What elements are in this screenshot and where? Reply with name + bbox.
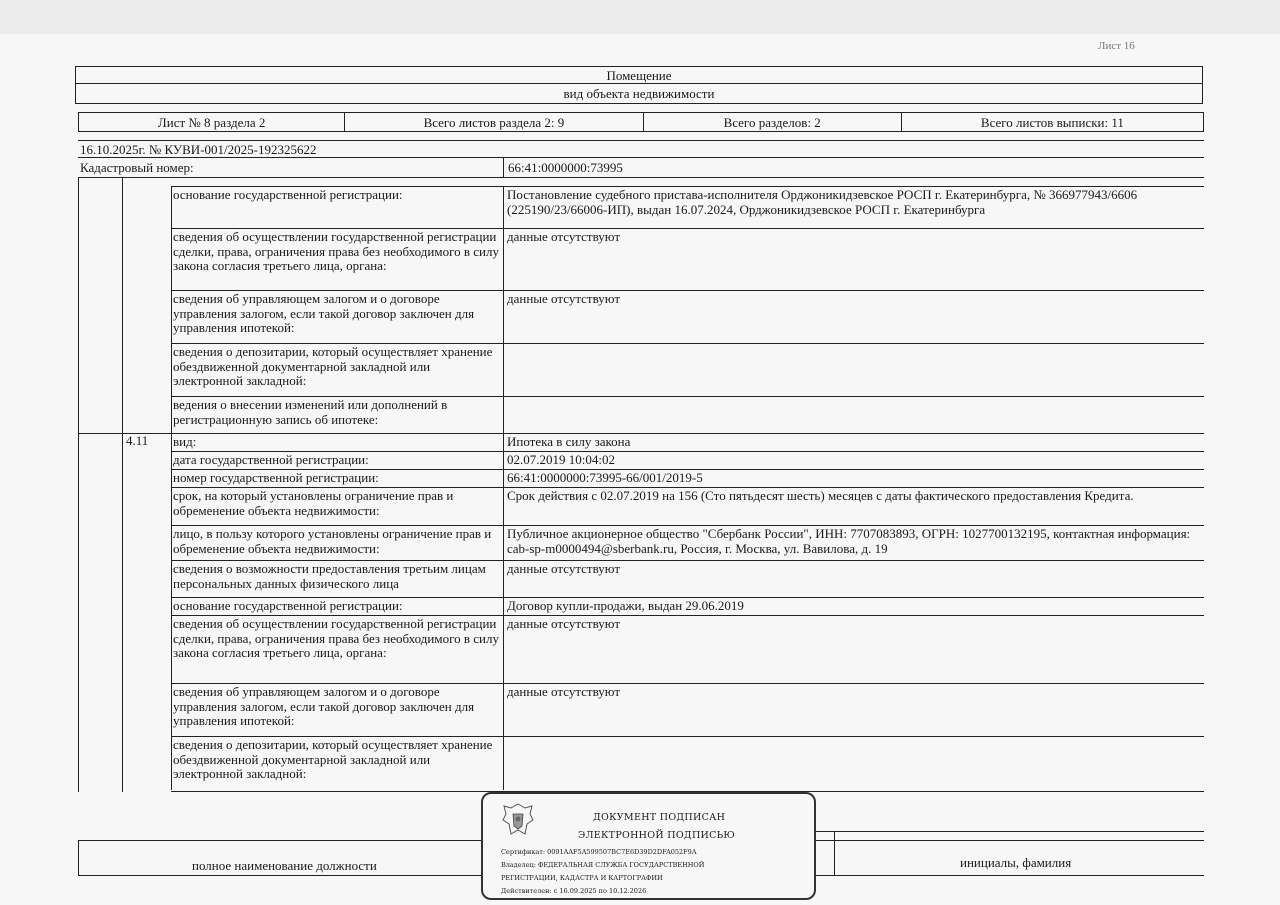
cadastral-row [78, 158, 1204, 178]
row-key: сведения об осуществлении государственной регистрации сделки, права, ограничения права без необходимого в силу закона согласия третьего лица, органа: [173, 616, 499, 660]
row-value: Договор купли-продажи, выдан 29.06.2019 [507, 598, 744, 613]
cadastral-label: Кадастровый номер: [80, 160, 194, 175]
table-row [171, 597, 1204, 616]
row-key: сведения о депозитарии, который осуществляет хранение обездвиженной документарной закладной или электронной закладной: [173, 344, 493, 388]
stamp-certificate: Сертификат: 0091AAF5A599507BC7E6D39D2DFA052F9A [501, 848, 697, 856]
total-extract-sheets: Всего листов выписки: 11 [980, 115, 1124, 130]
table-row [171, 487, 1204, 526]
row-key: вид: [173, 434, 197, 449]
sheet-mark: Лист 16 [1098, 40, 1135, 52]
document-number: 16.10.2025г. № КУВИ-001/2025-192325622 [78, 140, 1204, 158]
row-value: Срок действия с 02.07.2019 на 156 (Сто пятьдесят шесть) месяцев с даты фактического предоставления Кредита. [507, 488, 1134, 503]
row-value: данные отсутствуют [507, 616, 621, 631]
stamp-owner-2: РЕГИСТРАЦИИ, КАДАСТРА И КАРТОГРАФИИ [501, 874, 663, 882]
row-key: сведения об осуществлении государственной регистрации сделки, права, ограничения права без необходимого в силу закона согласия третьего лица, органа: [173, 229, 499, 273]
row-value: Постановление судебного пристава-исполнителя Орджоникидзевское РОСП г. Екатеринбурга, № 366977943/6606 (225190/23/66006-ИП), выдан 16.07.2024, Орджоникидзевское РОСП г. Екатеринбурга [507, 187, 1138, 217]
table-row [171, 343, 1204, 397]
row-key: сведения о возможности предоставления третьим лицам персональных данных физического лица [173, 561, 486, 591]
sheet-number: Лист № 8 раздела 2 [79, 113, 345, 131]
signature-block-border [78, 840, 79, 876]
table-col-divider [122, 178, 123, 792]
entry-number: 4.11 [126, 433, 149, 448]
table-row [171, 683, 1204, 737]
total-sections: Всего разделов: 2 [644, 113, 902, 131]
row-key: основание государственной регистрации: [173, 598, 403, 613]
row-value: данные отсутствуют [507, 291, 621, 306]
stamp-validity: Действителен: с 16.09.2025 по 10.12.2026 [501, 887, 647, 895]
table-row [171, 469, 1204, 488]
cadastral-value: 66:41:0000000:73995 [503, 158, 623, 177]
entry-separator [78, 433, 171, 434]
table-row [171, 290, 1204, 344]
row-key: номер государственной регистрации: [173, 470, 379, 485]
object-type: Помещение [75, 66, 1203, 84]
table-row [171, 451, 1204, 470]
row-value: данные отсутствуют [507, 561, 621, 576]
table-row [171, 615, 1204, 684]
row-value: данные отсутствуют [507, 684, 621, 699]
table-row [171, 433, 1204, 452]
position-caption: полное наименование должности [192, 858, 377, 873]
row-value: 02.07.2019 10:04:02 [507, 452, 615, 467]
electronic-signature-stamp [481, 792, 816, 900]
row-value: Публичное акционерное общество "Сбербанк России", ИНН: 7707083893, ОГРН: 1027700132195, контактная информация: cab-sp-m0000494@sberbank.ru, Россия, г. Москва, ул. Вавилова, д. 19 [507, 526, 1191, 556]
row-value: Ипотека в силу закона [507, 434, 631, 449]
table-left-border [78, 178, 79, 792]
table-row [171, 560, 1204, 598]
row-key: лицо, в пользу которого установлены ограничение прав и обременение объекта недвижимости: [173, 526, 492, 556]
total-section-sheets: Всего листов раздела 2: 9 [345, 113, 643, 131]
table-row [171, 228, 1204, 291]
row-key: срок, на который установлены ограничение прав и обременение объекта недвижимости: [173, 488, 454, 518]
row-key: сведения об управляющем залогом и о договоре управления залогом, если такой договор заключен для управления ипотекой: [173, 291, 475, 335]
sheet-info-row [78, 112, 1204, 132]
row-value: данные отсутствуют [507, 229, 621, 244]
table-row [171, 186, 1204, 229]
signature-line [780, 831, 1204, 832]
stamp-owner: Владелец: ФЕДЕРАЛЬНАЯ СЛУЖБА ГОСУДАРСТВЕННОЙ [501, 861, 705, 869]
signature-block-divider [834, 832, 835, 876]
coat-of-arms-icon [501, 802, 535, 838]
name-caption: инициалы, фамилия [960, 855, 1072, 870]
table-row [171, 736, 1204, 792]
stamp-title: ДОКУМЕНТ ПОДПИСАН [593, 812, 726, 823]
row-key: основание государственной регистрации: [173, 187, 403, 202]
row-key: ведения о внесении изменений или дополнений в регистрационную запись об ипотеке: [173, 397, 448, 427]
row-key: сведения о депозитарии, который осуществляет хранение обездвиженной документарной закладной или электронной закладной: [173, 737, 493, 781]
row-key: дата государственной регистрации: [173, 452, 369, 467]
table-row [171, 396, 1204, 434]
row-value: 66:41:0000000:73995-66/001/2019-5 [507, 470, 703, 485]
row-key: сведения об управляющем залогом и о договоре управления залогом, если такой договор заключен для управления ипотекой: [173, 684, 475, 728]
table-row [171, 525, 1204, 561]
object-type-caption: вид объекта недвижимости [75, 84, 1203, 104]
stamp-subtitle: ЭЛЕКТРОННОЙ ПОДПИСЬЮ [578, 830, 736, 841]
